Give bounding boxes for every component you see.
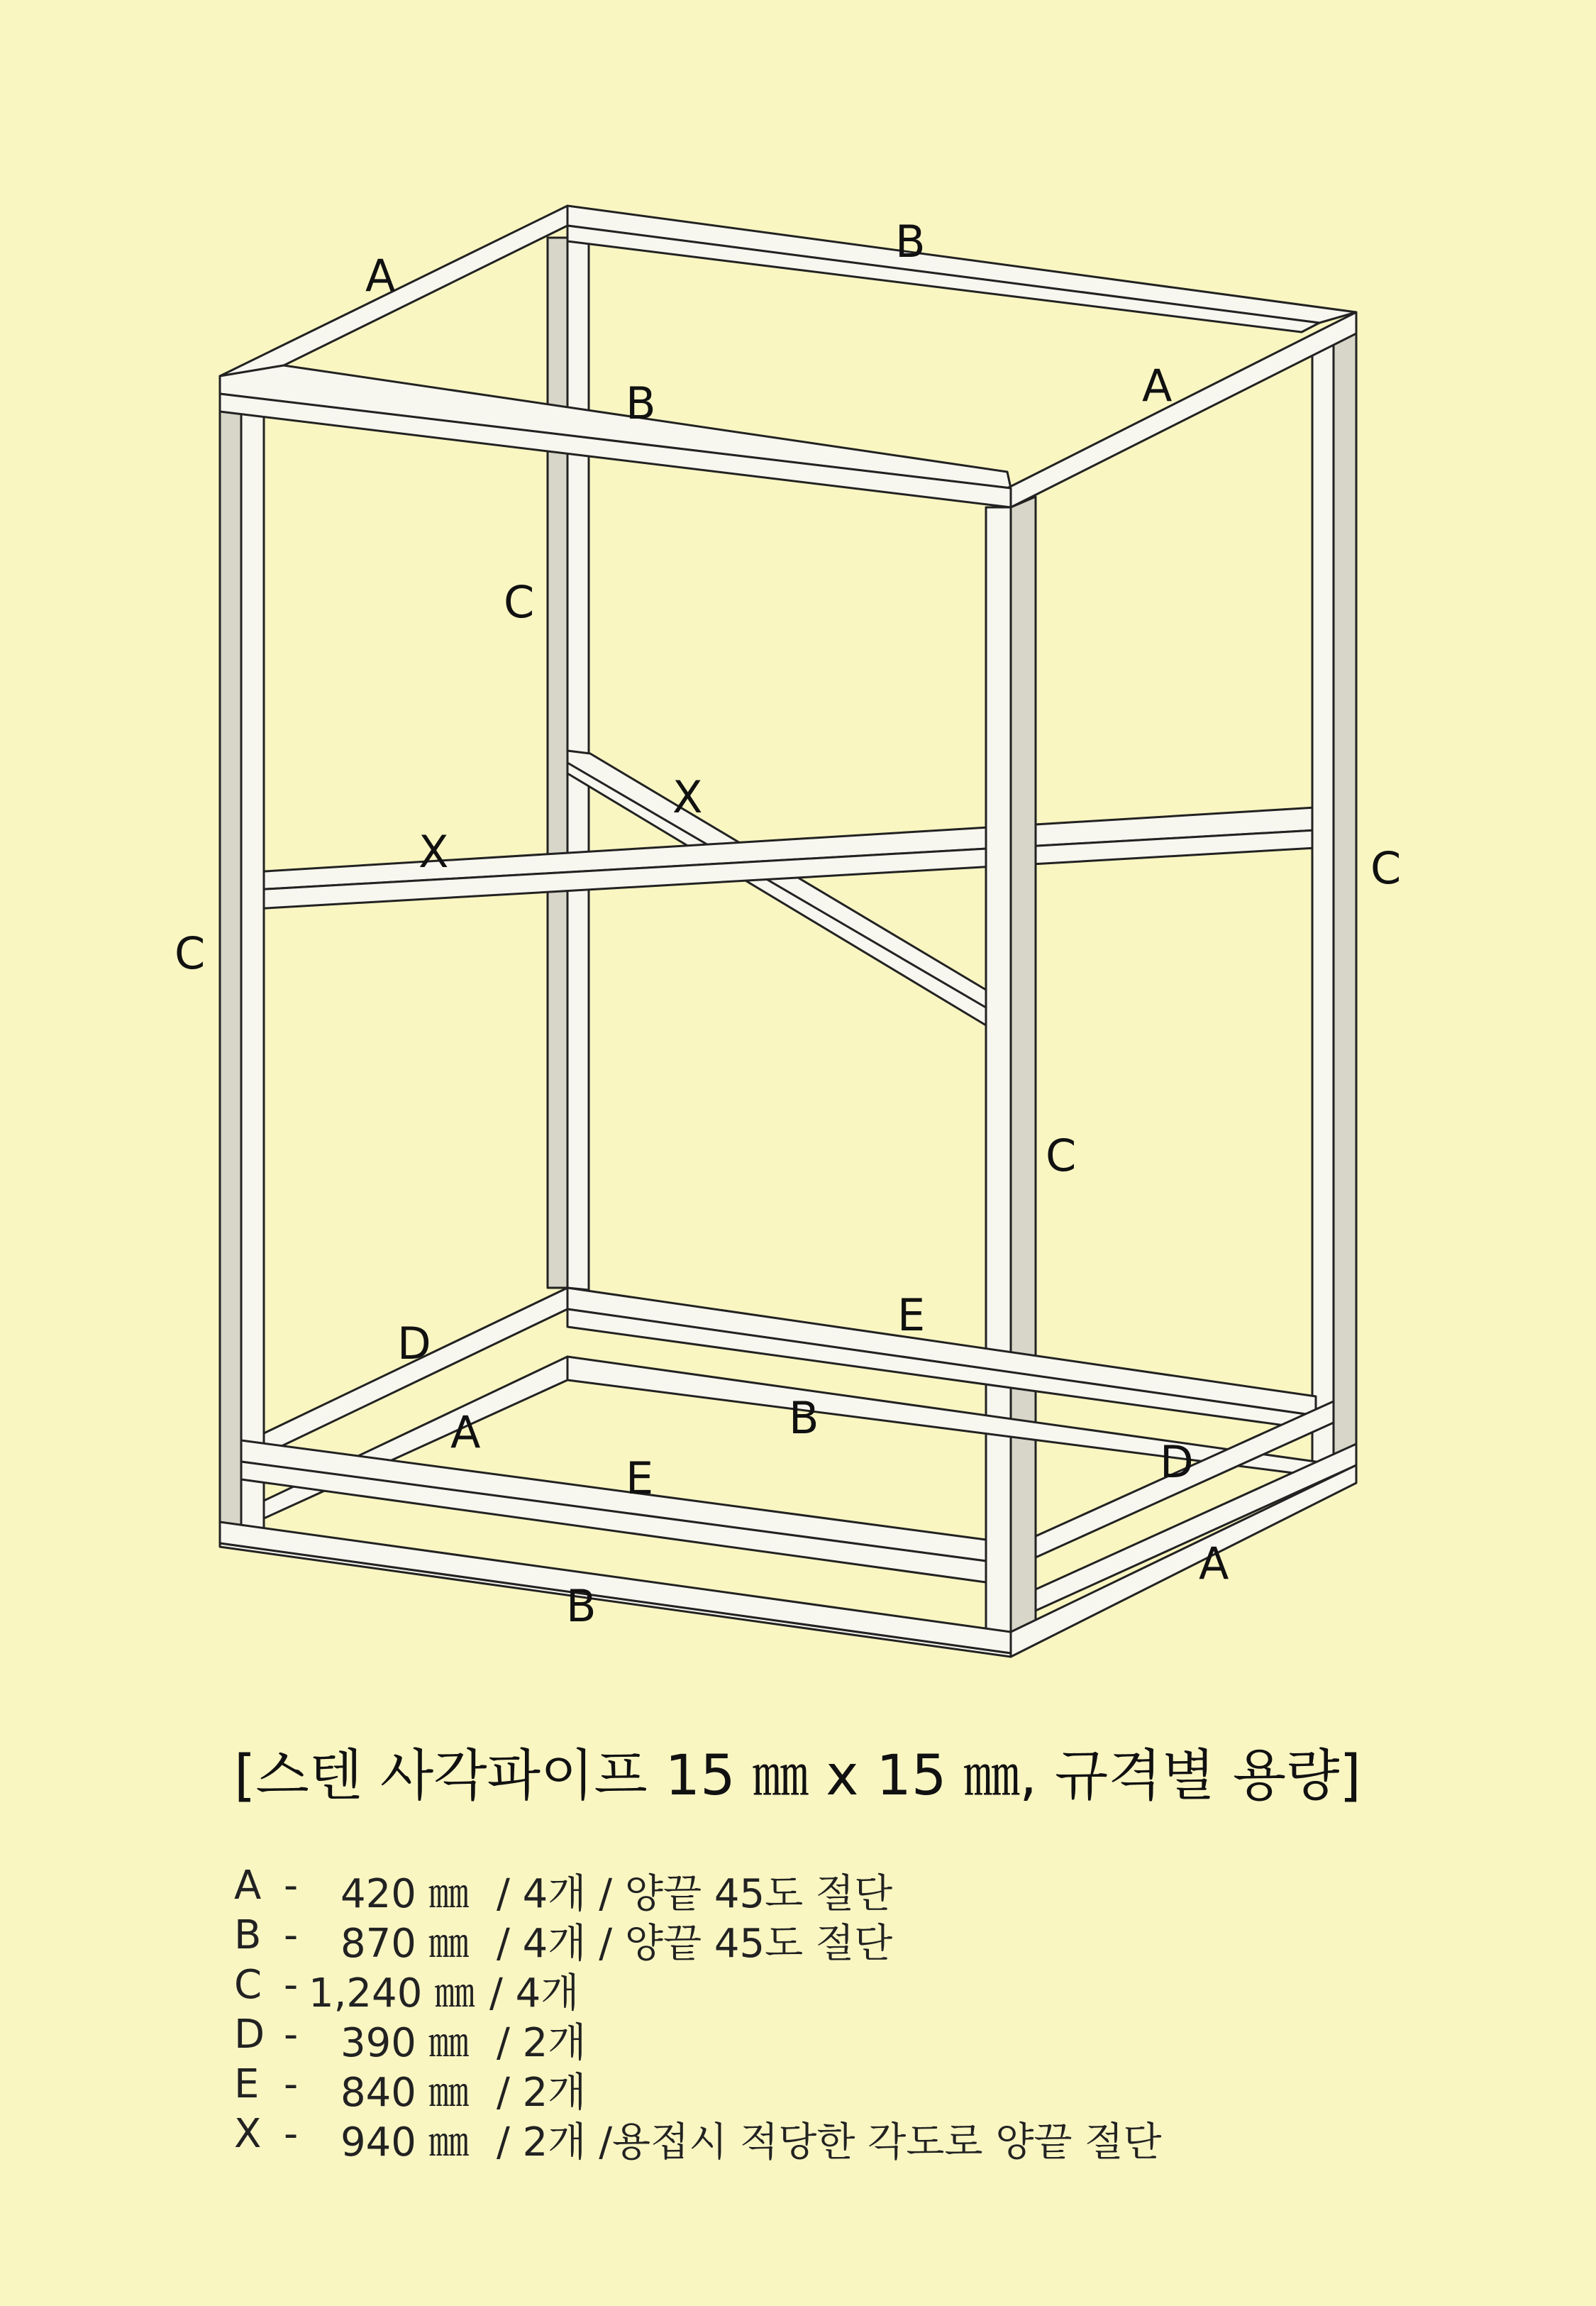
spec-part: X bbox=[234, 2111, 262, 2157]
label-brace-x-left: X bbox=[419, 826, 449, 878]
spec-detail: / 2개 bbox=[497, 2020, 587, 2066]
label-bottom-b-inner: B bbox=[789, 1392, 819, 1444]
spec-dash: - bbox=[284, 1962, 299, 2008]
spec-length: 390 ㎜ bbox=[340, 2020, 469, 2066]
spec-length: 840 ㎜ bbox=[340, 2070, 469, 2116]
spec-detail: / 2개 /용접시 적당한 각도로 양끝 절단 bbox=[497, 2119, 1162, 2166]
label-front-left-c: C bbox=[174, 927, 206, 979]
spec-dash: - bbox=[284, 2111, 299, 2157]
back-right-post bbox=[1312, 326, 1356, 1472]
front-left-post bbox=[220, 390, 264, 1536]
label-top-front-b: B bbox=[626, 377, 656, 429]
spec-length: 870 ㎜ bbox=[340, 1921, 469, 1967]
spec-length: 940 ㎜ bbox=[340, 2119, 469, 2166]
spec-detail: / 4개 / 양끝 45도 절단 bbox=[497, 1921, 893, 1967]
label-bottom-d-right: D bbox=[1160, 1436, 1194, 1488]
page-title: [스텐 사각파이프 15 ㎜ x 15 ㎜, 규격별 용량] bbox=[234, 1744, 1361, 1808]
spec-part: C bbox=[234, 1962, 262, 2008]
spec-part: D bbox=[234, 2012, 265, 2058]
spec-dash: - bbox=[284, 2012, 299, 2058]
spec-length: 1,240 ㎜ bbox=[309, 1970, 475, 2017]
spec-length: 420 ㎜ bbox=[340, 1871, 469, 1917]
front-right-post bbox=[986, 497, 1036, 1632]
label-bottom-a-inner: A bbox=[450, 1406, 481, 1458]
spec-detail: / 4개 bbox=[489, 1970, 580, 2017]
spec-dash: - bbox=[284, 1863, 299, 1909]
spec-dash: - bbox=[284, 2061, 299, 2107]
label-top-right-a: A bbox=[1142, 360, 1173, 412]
spec-part: E bbox=[234, 2061, 260, 2107]
spec-detail: / 4개 / 양끝 45도 절단 bbox=[497, 1871, 893, 1917]
label-top-back-b: B bbox=[895, 216, 926, 267]
label-bottom-e-back: E bbox=[897, 1289, 926, 1341]
label-bottom-e-front: E bbox=[626, 1452, 654, 1504]
spec-detail: / 2개 bbox=[497, 2070, 587, 2116]
label-bottom-a-right: A bbox=[1199, 1538, 1229, 1589]
spec-dash: - bbox=[284, 1912, 299, 1958]
label-top-left-a: A bbox=[365, 250, 396, 302]
label-back-right-c: C bbox=[1370, 842, 1402, 894]
label-brace-x-diag: X bbox=[672, 771, 703, 823]
label-front-right-c: C bbox=[1046, 1130, 1077, 1181]
label-back-left-c: C bbox=[504, 576, 535, 628]
label-bottom-d-left: D bbox=[397, 1318, 431, 1369]
spec-part: B bbox=[234, 1912, 262, 1958]
label-bottom-b-front: B bbox=[566, 1580, 597, 1632]
spec-part: A bbox=[234, 1863, 262, 1909]
